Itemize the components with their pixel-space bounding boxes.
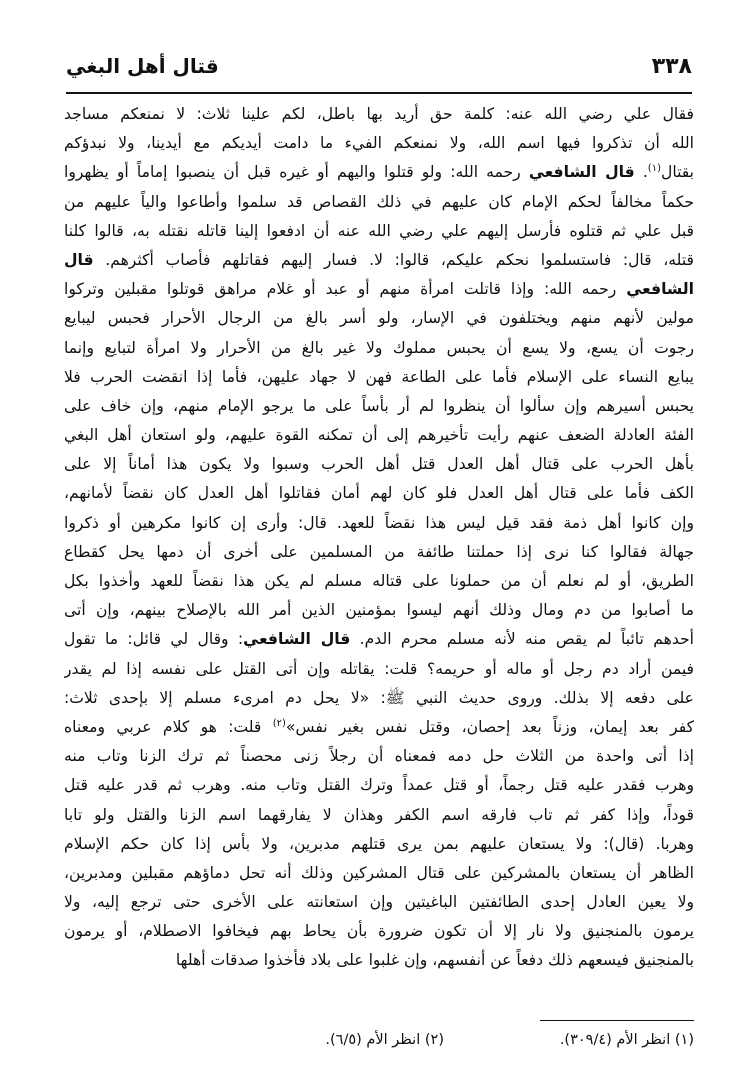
text-segment: قوداً، وإذا كفر ثم تاب فارقه اسم الكفر وهذان لا يفارقهما اسم الزنا والقتل ولو تابا (64, 805, 694, 824)
text-line (64, 917, 694, 946)
text-line (64, 946, 694, 975)
bold-text: الشافعي (626, 280, 694, 299)
text-segment: رحمه الله: ولو قتلوا واليهم أو غيره قبل أن ينصبوا إماماً أو يظهروا (64, 163, 529, 182)
text-line (64, 771, 694, 800)
text-line (64, 304, 694, 333)
footnote-1: (١) انظر الأم (٣٠٩/٤). (559, 1032, 694, 1048)
running-title: قتال أهل البغي (66, 54, 219, 78)
page-header (66, 52, 692, 88)
footnotes (64, 1032, 694, 1058)
text-line (64, 275, 694, 304)
text-segment: إذا أتى واحدة من الثلاث حل دمه فمعناه أن رجلاً زنى محصناً ثم ترك الزنا وتاب منه (64, 747, 694, 766)
bold-text: قال (64, 250, 94, 269)
text-line (64, 217, 694, 246)
text-segment: الله أن تذكروا فيها اسم الله، ولا نمنعكم الفيء ما دامت أيديكم مع أيدينا، ولا نبدؤكم (64, 134, 694, 153)
text-line (64, 742, 694, 771)
text-segment: ولا يعين العادل إحدى الطائفتين الباغيتين وإن استعانته على الأخرى حتى ترجع إليه، ولا (64, 893, 694, 912)
text-line (64, 129, 694, 158)
text-line (64, 830, 694, 859)
text-segment: . (634, 163, 648, 182)
text-line (64, 363, 694, 392)
text-segment: يبايع النساء على الإسلام فأما على الطاعة فهن لا جهاد عليهن، فأما إذا انقضت الحرب فلا (64, 367, 694, 386)
footnote-2: (٢) انظر الأم (٦/٥). (325, 1032, 444, 1048)
text-line (64, 158, 694, 187)
text-segment: بالمنجنيق فيسعهم ذلك دفعاً عن أنفسهم، وإن غلبوا على بلاد فأخذوا صدقات أهلها (175, 951, 694, 970)
text-line (64, 479, 694, 508)
text-line (64, 538, 694, 567)
text-segment: فيمن أراد دم رجل أو ماله أو حريمه؟ قلت: يقاتله وإن أتى القتل على نفسه إذا لم يقدر (64, 659, 694, 678)
text-segment: يحبس أسيرهم وإن سألوا أن ينظروا لم أر بأساً على ما يرجو الإمام منهم، وإن خاف على (64, 396, 694, 415)
text-segment: كفر بعد إيمان، وزناً بعد إحصان، وقتل نفس بغير نفس» (285, 717, 694, 736)
text-segment: بأهل الحرب على قتال أهل العدل قتل أهل الحرب وسبوا ولا يكون هذا أماناً إلا على (64, 455, 694, 474)
text-segment: قلت: هو كلام عربي ومعناه (64, 717, 273, 736)
text-line (64, 100, 694, 129)
text-segment: الطريق، أو لم نعلم أن من حملونا على قتاله مسلم لم يكن هذا نقضاً للعهد وأخذوا بكل (64, 572, 694, 590)
text-line (64, 509, 694, 538)
text-line (64, 888, 694, 917)
text-segment: بقتال (660, 163, 694, 182)
text-segment: حكماً مخالفاً لحكم الإمام كان عليهم في ذلك القصاص قد سلموا وأطاعوا والياً عليهم من (64, 192, 694, 211)
text-line (64, 421, 694, 450)
bold-text: قال الشافعي (243, 630, 351, 649)
text-segment: قبل علي ثم قتلوه فأرسل إليهم علي رضي الله عنه أن ادفعوا إلينا قاتله نقتله به، قالوا كلنا (64, 221, 694, 240)
text-line (64, 596, 694, 625)
text-segment: وهرب فقدر عليه قتل رجماً، أو قتل عمداً وترك القتل وتاب منه. وهرب ثم قدر عليه قتل (64, 776, 694, 795)
text-line (64, 334, 694, 363)
text-line (64, 450, 694, 479)
text-segment: الظاهر أن يستعان بالمشركين على قتال المشركين وذلك أنه تحل دماؤهم مقبلين ومدبرين، (64, 863, 694, 882)
header-divider (66, 92, 692, 94)
text-line (64, 801, 694, 830)
text-line (64, 246, 694, 275)
text-segment: أحدهم تائباً لم يقص منه لأنه مسلم محرم الدم. (350, 630, 694, 649)
text-segment: الكف فأما على قتال أهل العدل فلو كان لهم أمان فقاتلوا أهل العدل كان نقضاً لأمانهم، (64, 484, 694, 503)
text-segment: على دفعه إلا بذلك. وروى حديث النبي ﷺ: «لا يحل دم امرىء مسلم إلا بإحدى ثلاث: (64, 688, 694, 707)
text-line (64, 655, 694, 684)
text-line (64, 713, 694, 742)
text-segment: قتله، قال: فاستسلموا نحكم عليكم، قالوا: لا. فسار إليهم فقاتلهم فأصاب أكثرهم. (93, 250, 694, 269)
text-segment: وهربا. (قال): ولا يستعان عليهم بمن يرى قتلهم مدبرين، ولا بأس إذا كان حكم الإسلام (64, 834, 694, 853)
text-line (64, 188, 694, 217)
text-line (64, 392, 694, 421)
text-segment: فقال علي رضي الله عنه: كلمة حق أريد بها باطل، لكم علينا ثلاث: لا نمنعكم مساجد (64, 105, 694, 123)
body-text (64, 100, 694, 976)
text-line (64, 625, 694, 654)
text-line (64, 567, 694, 596)
text-segment: الفئة العادلة الضعف عنهم رأيت تأخيرهم إلى أن تمكنه القوة عليهم، ولو استعان أهل البغي (64, 426, 694, 445)
text-segment: يرمون بالمنجنيق ولا نار إلا أن تكون ضرورة بأن يحاط بهم فيخافوا الاصطلام، أو يرمون (64, 922, 694, 941)
text-segment: مولين لأنهم منهم ويختلفون في الإسار، ولو أسر بالغ من الرجال الأحرار فحبس ليبايع (64, 309, 694, 328)
text-segment: جهالة فقالوا كنا نرى إذا حملتنا طائفة من المسلمين على أخرى أن دمها يحل كقطاع (64, 542, 694, 561)
footnote-ref: (٢) (272, 717, 286, 729)
text-line (64, 859, 694, 888)
text-segment: رجوت أن يسع، ولا يسع أن يحبس مملوك ولا غير بالغ من الأحرار ولا امرأة لتبايع وإنما (64, 338, 694, 357)
footnote-ref: (١) (647, 163, 661, 175)
footnote-divider (540, 1020, 694, 1021)
text-segment: : وقال لي قائل: ما تقول (64, 630, 244, 649)
text-segment: وإن كانوا أهل ذمة فقد قيل ليس هذا نقضاً للعهد. قال: وأرى إن كانوا مكرهين أو ذكروا (64, 513, 694, 532)
text-segment: ما أصابوا من دم ومال وذلك أنهم ليسوا بمؤمنين الذين أمر الله بالإصلاح بينهم، وإن أتى (64, 601, 694, 620)
text-segment: رحمه الله: وإذا قاتلت امرأة منهم أو عبد أو غلام مراهق قوتلوا مقبلين وتركوا (64, 280, 627, 299)
page-number: ٣٣٨ (651, 54, 692, 79)
bold-text: قال الشافعي (528, 163, 635, 182)
text-line (64, 684, 694, 713)
